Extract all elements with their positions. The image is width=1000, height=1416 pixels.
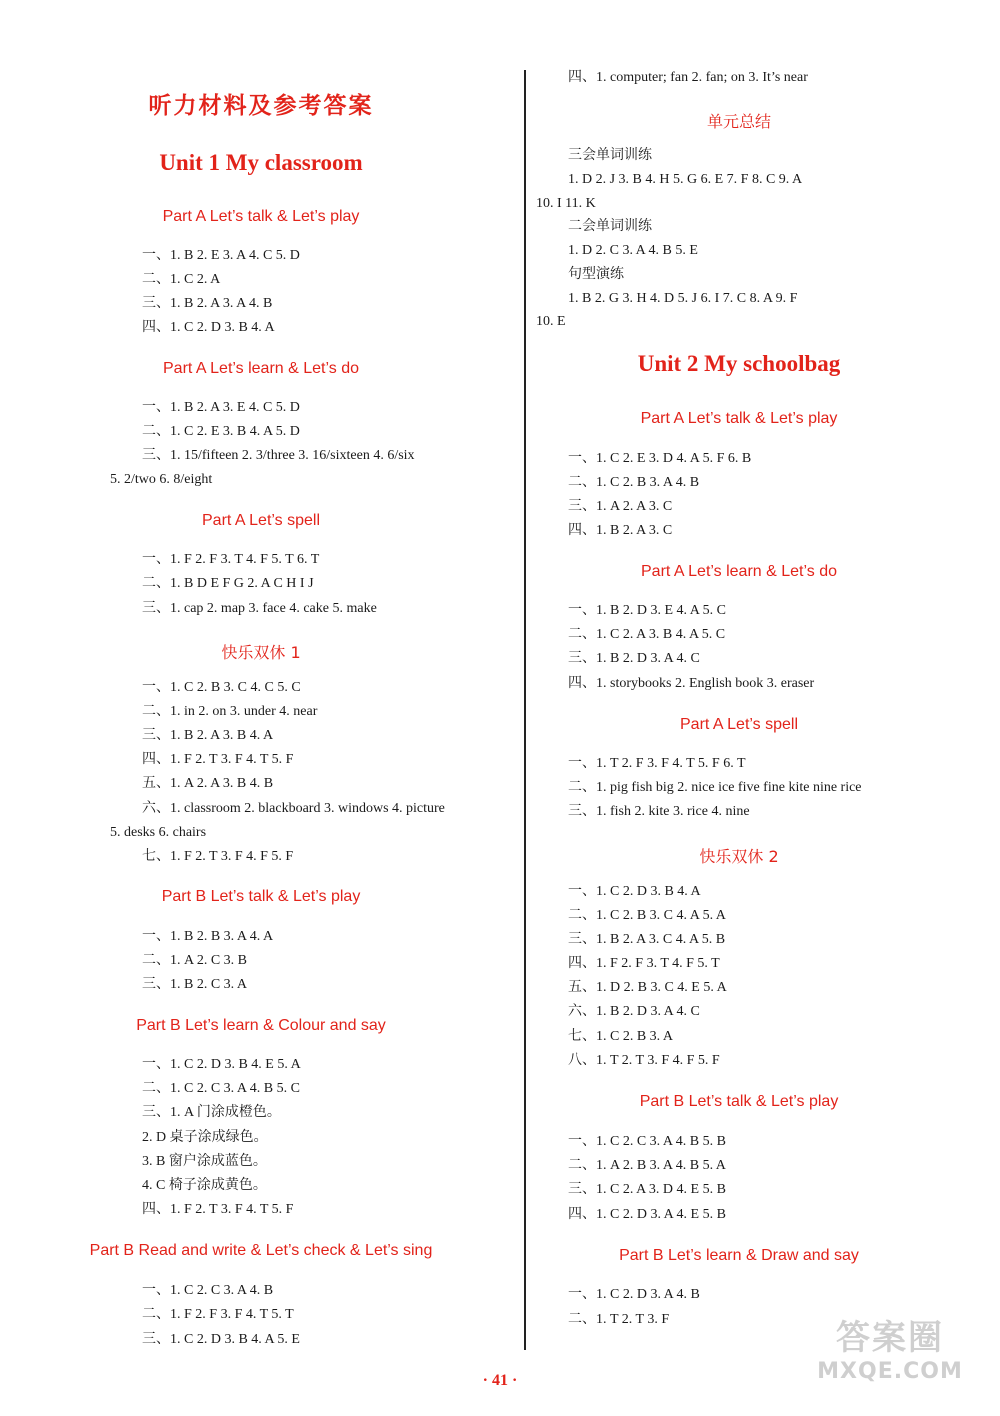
answer-line: 二、1. C 2. E 3. B 4. A 5. D	[142, 424, 300, 439]
answer-line: 四、1. B 2. A 3. C	[568, 523, 673, 538]
answer-line: 四、1. F 2. T 3. F 4. T 5. F	[142, 752, 294, 767]
answer-line: 一、1. C 2. D 3. B 4. E 5. A	[142, 1057, 301, 1072]
answer-line: 1. D 2. C 3. A 4. B 5. E	[568, 243, 698, 258]
answer-line: 4. C 椅子涂成黄色。	[142, 1178, 267, 1193]
section-heading: Part A Let’s learn & Let’s do	[641, 563, 837, 580]
answer-line: 三、1. C 2. D 3. B 4. A 5. E	[142, 1332, 300, 1347]
answer-line: 三、1. A 门涂成橙色。	[142, 1105, 281, 1120]
watermark-url: MXQE.COM	[817, 1359, 963, 1384]
answer-line: 七、1. F 2. T 3. F 4. F 5. F	[142, 849, 294, 864]
answer-line: 三、1. B 2. A 3. C 4. A 5. B	[568, 932, 726, 947]
answer-line: 10. I 11. K	[536, 196, 596, 211]
answer-line: 二、1. A 2. B 3. A 4. B 5. A	[568, 1158, 726, 1173]
column-divider	[524, 70, 526, 1350]
answer-line: 一、1. C 2. C 3. A 4. B 5. B	[568, 1134, 726, 1149]
answer-line: 三、1. A 2. A 3. C	[568, 499, 673, 514]
section-heading: Part B Let’s learn & Draw and say	[619, 1247, 859, 1264]
answer-line: 一、1. C 2. C 3. A 4. B	[142, 1283, 274, 1298]
section-heading: 快乐双休 1	[221, 643, 301, 662]
summary-subheading: 二会单词训练	[568, 219, 652, 234]
answer-line: 四、1. F 2. T 3. F 4. T 5. F	[142, 1202, 294, 1217]
answer-line: 八、1. T 2. T 3. F 4. F 5. F	[568, 1053, 720, 1068]
section-heading: Part A Let’s spell	[202, 512, 320, 529]
answer-line: 二、1. C 2. A 3. B 4. A 5. C	[568, 627, 726, 642]
answer-line: 二、1. C 2. A	[142, 272, 221, 287]
page-title: 听力材料及参考答案	[148, 93, 374, 119]
answer-line: 三、1. 15/fifteen 2. 3/three 3. 16/sixteen 4. 6/six	[142, 448, 415, 463]
answer-line: 三、1. B 2. C 3. A	[142, 977, 248, 992]
summary-subheading: 句型演练	[568, 267, 624, 282]
answer-line: 一、1. C 2. D 3. A 4. B	[568, 1287, 700, 1302]
answer-line: 二、1. C 2. B 3. A 4. B	[568, 475, 700, 490]
watermark-text: 答案圈	[836, 1318, 944, 1358]
answer-line: 三、1. C 2. A 3. D 4. E 5. B	[568, 1182, 726, 1197]
unit1-title: Unit 1 My classroom	[159, 150, 363, 175]
answer-line: 二、1. B D E F G 2. A C H I J	[142, 576, 314, 591]
answer-line: 5. desks 6. chairs	[110, 825, 207, 840]
answer-line: 四、1. F 2. F 3. T 4. F 5. T	[568, 956, 720, 971]
page-number: · 41 ·	[482, 1372, 518, 1389]
answer-line: 一、1. F 2. F 3. T 4. F 5. T 6. T	[142, 552, 320, 567]
section-heading: Part A Let’s spell	[680, 716, 798, 733]
answer-line: 2. D 桌子涂成绿色。	[142, 1130, 268, 1145]
answer-line: 二、1. C 2. B 3. C 4. A 5. A	[568, 908, 726, 923]
answer-line: 5. 2/two 6. 8/eight	[110, 472, 213, 487]
section-heading: Part A Let’s learn & Let’s do	[163, 360, 359, 377]
answer-line: 二、1. A 2. C 3. B	[142, 953, 248, 968]
answer-line: 一、1. C 2. B 3. C 4. C 5. C	[142, 680, 301, 695]
answer-line: 10. E	[536, 314, 566, 329]
answer-line: 七、1. C 2. B 3. A	[568, 1029, 674, 1044]
answer-line: 六、1. B 2. D 3. A 4. C	[568, 1004, 700, 1019]
answer-line: 二、1. C 2. C 3. A 4. B 5. C	[142, 1081, 300, 1096]
answer-line: 1. B 2. G 3. H 4. D 5. J 6. I 7. C 8. A 9. F	[568, 291, 798, 306]
answer-line: 四、1. C 2. D 3. B 4. A	[142, 320, 275, 335]
answer-line: 六、1. classroom 2. blackboard 3. windows 4. picture	[142, 801, 445, 816]
section-heading: Part A Let’s talk & Let’s play	[162, 208, 360, 225]
answer-line: 一、1. T 2. F 3. F 4. T 5. F 6. T	[568, 756, 746, 771]
section-heading: Part A Let’s talk & Let’s play	[640, 410, 838, 427]
section-heading: Part B Let’s talk & Let’s play	[639, 1093, 839, 1110]
answer-line: 二、1. T 2. T 3. F	[568, 1312, 670, 1327]
answer-line: 三、1. B 2. D 3. A 4. C	[568, 651, 700, 666]
answer-line: 四、1. C 2. D 3. A 4. E 5. B	[568, 1207, 726, 1222]
unit2-title: Unit 2 My schoolbag	[637, 351, 841, 376]
answer-line: 一、1. B 2. B 3. A 4. A	[142, 929, 274, 944]
section-heading: Part B Let’s talk & Let’s play	[161, 888, 361, 905]
answer-line: 一、1. B 2. A 3. E 4. C 5. D	[142, 400, 300, 415]
answer-line: 五、1. D 2. B 3. C 4. E 5. A	[568, 980, 727, 995]
answer-line: 四、1. computer; fan 2. fan; on 3. It’s near	[568, 70, 808, 85]
answer-line: 五、1. A 2. A 3. B 4. B	[142, 776, 274, 791]
answer-line: 三、1. B 2. A 3. B 4. A	[142, 728, 274, 743]
answer-line: 四、1. storybooks 2. English book 3. eraser	[568, 676, 815, 691]
watermark-logo	[790, 1310, 990, 1410]
answer-line: 三、1. cap 2. map 3. face 4. cake 5. make	[142, 601, 377, 616]
section-heading: Part B Read and write & Let’s check & Let’s sing	[89, 1242, 433, 1259]
answer-line: 1. D 2. J 3. B 4. H 5. G 6. E 7. F 8. C 9. A	[568, 172, 803, 187]
answer-line: 一、1. B 2. E 3. A 4. C 5. D	[142, 248, 300, 263]
answer-line: 一、1. B 2. D 3. E 4. A 5. C	[568, 603, 726, 618]
answer-line: 二、1. F 2. F 3. F 4. T 5. T	[142, 1307, 294, 1322]
section-heading: 单元总结	[706, 112, 771, 131]
answer-line: 二、1. in 2. on 3. under 4. near	[142, 704, 318, 719]
answer-line: 二、1. pig fish big 2. nice ice five fine kite nine rice	[568, 780, 862, 795]
summary-subheading: 三会单词训练	[568, 148, 652, 163]
answer-line: 3. B 窗户涂成蓝色。	[142, 1154, 267, 1169]
section-heading: Part B Let’s learn & Colour and say	[136, 1017, 386, 1034]
section-heading: 快乐双休 2	[699, 847, 779, 866]
answer-line: 三、1. fish 2. kite 3. rice 4. nine	[568, 804, 750, 819]
answer-line: 三、1. B 2. A 3. A 4. B	[142, 296, 273, 311]
answer-line: 一、1. C 2. E 3. D 4. A 5. F 6. B	[568, 451, 752, 466]
answer-line: 一、1. C 2. D 3. B 4. A	[568, 884, 701, 899]
